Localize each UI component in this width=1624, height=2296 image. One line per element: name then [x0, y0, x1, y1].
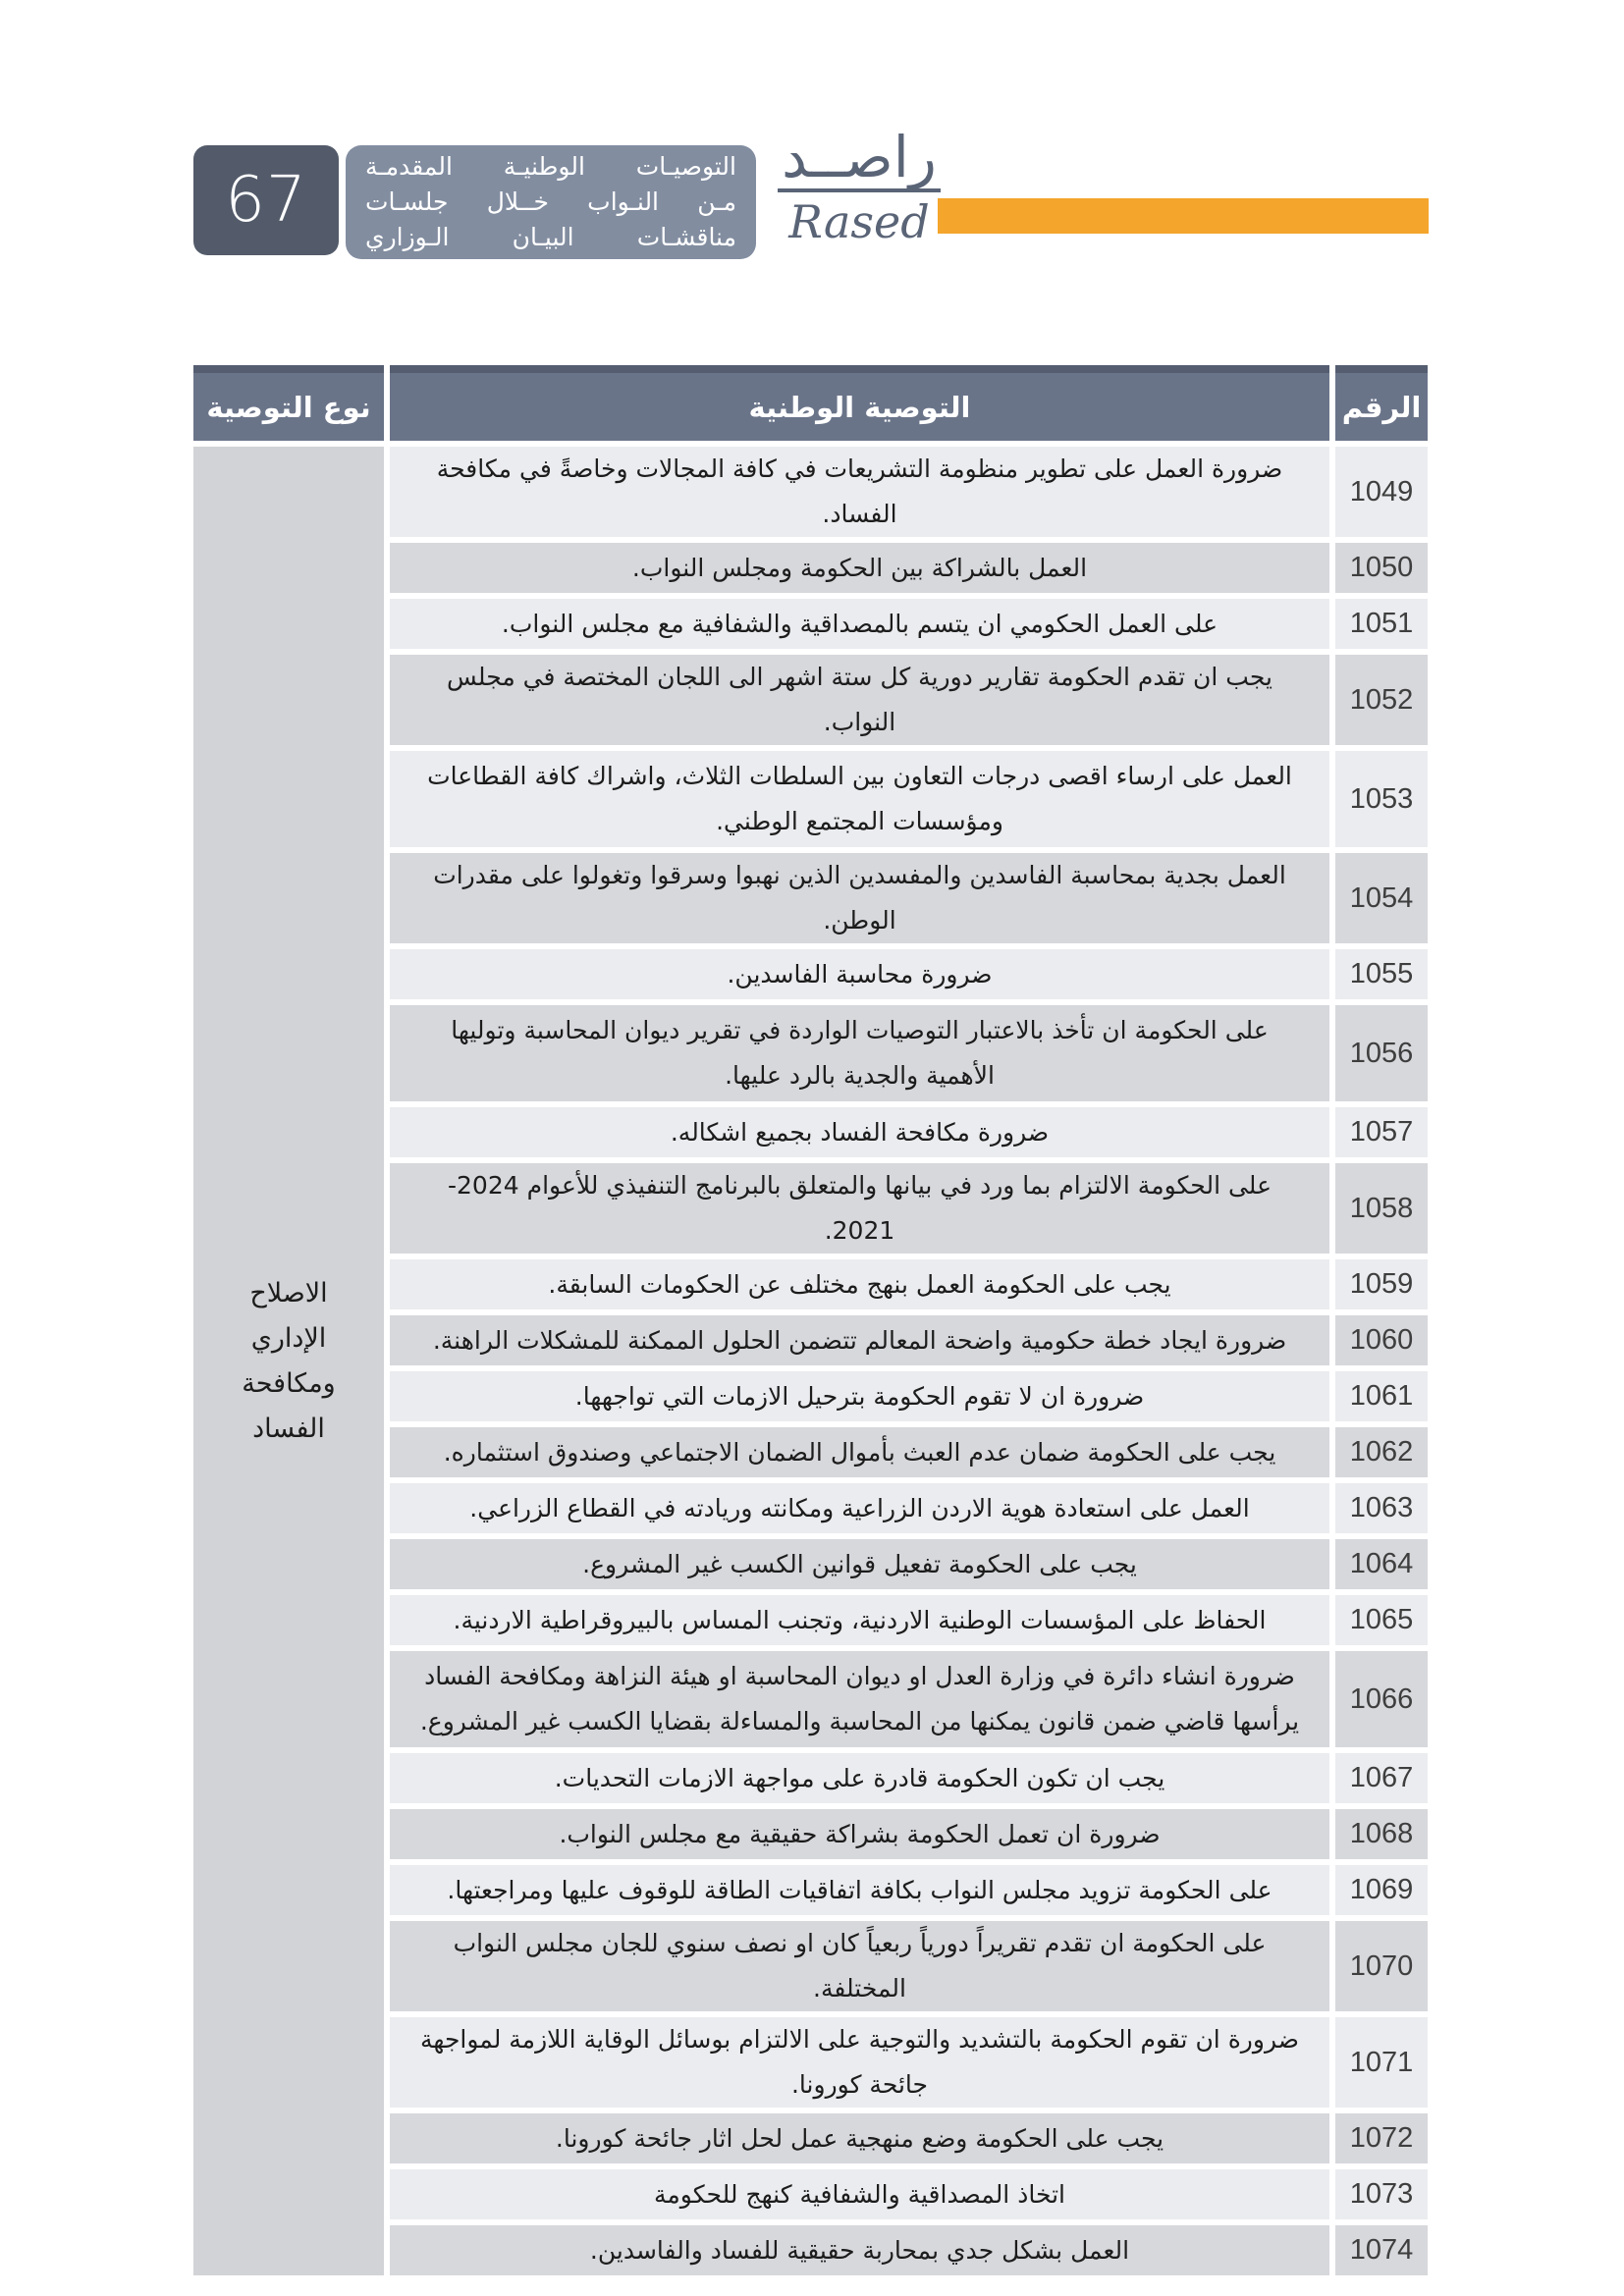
row-number-cell: 1057 — [1335, 1107, 1428, 1157]
row-number-cell: 1064 — [1335, 1539, 1428, 1589]
category-cell: الاصلاح الإداري ومكافحة الفساد — [193, 447, 384, 2275]
recommendation-cell: اتخاذ المصداقية والشفافية كنهج للحكومة — [390, 2169, 1329, 2219]
rased-logo-arabic: راصــد — [778, 126, 941, 192]
row-number-cell: 1059 — [1335, 1259, 1428, 1309]
recommendation-cell: يجب على الحكومة وضع منهجية عمل لحل اثار جائحة كورونا. — [390, 2113, 1329, 2163]
page-title-line-3: مناقشـات البيـان الـوزاري — [365, 223, 736, 251]
row-number-cell: 1052 — [1335, 655, 1428, 745]
recommendation-cell: على الحكومة ان تأخذ بالاعتبار التوصيات الواردة في تقرير ديوان المحاسبة وتوليها الأهمية والجدية بالرد عليها. — [390, 1005, 1329, 1101]
row-number-cell: 1050 — [1335, 543, 1428, 593]
recommendation-cell: العمل بجدية بمحاسبة الفاسدين والمفسدين الذين نهبوا وسرقوا وتغولوا على مقدرات الوطن. — [390, 853, 1329, 943]
recommendation-cell: العمل بشكل جدي بمحاربة حقيقية للفساد والفاسدين. — [390, 2225, 1329, 2275]
recommendation-cell: ضرورة العمل على تطوير منظومة التشريعات في كافة المجالات وخاصةً في مكافحة الفساد. — [390, 447, 1329, 537]
row-number-cell: 1070 — [1335, 1921, 1428, 2011]
recommendation-cell: ضرورة ان تقوم الحكومة بالتشديد والتوجية على الالتزام بوسائل الوقاية اللازمة لمواجهة جائحة كورونا. — [390, 2017, 1329, 2108]
row-number-cell: 1065 — [1335, 1595, 1428, 1645]
column-header-type: نوع التوصية — [193, 365, 384, 441]
row-number-cell: 1049 — [1335, 447, 1428, 537]
row-number-cell: 1058 — [1335, 1163, 1428, 1254]
recommendation-cell: العمل بالشراكة بين الحكومة ومجلس النواب. — [390, 543, 1329, 593]
recommendation-cell: يجب على الحكومة العمل بنهج مختلف عن الحكومات السابقة. — [390, 1259, 1329, 1309]
page-number: 67 — [225, 164, 307, 237]
row-number-cell: 1051 — [1335, 599, 1428, 649]
row-number-cell: 1061 — [1335, 1371, 1428, 1421]
recommendation-cell: ضرورة ايجاد خطة حكومية واضحة المعالم تتضمن الحلول الممكنة للمشكلات الراهنة. — [390, 1315, 1329, 1365]
row-number-cell: 1060 — [1335, 1315, 1428, 1365]
recommendation-cell: يجب ان تقدم الحكومة تقارير دورية كل ستة اشهر الى اللجان المختصة في مجلس النواب. — [390, 655, 1329, 745]
page-title — [346, 145, 756, 259]
column-header-number: الرقم — [1335, 365, 1428, 441]
recommendation-cell: ضرورة مكافحة الفساد بجميع اشكاله. — [390, 1107, 1329, 1157]
recommendation-cell: ضرورة محاسبة الفاسدين. — [390, 949, 1329, 999]
page-title-line-2: مـن النـواب خــلال جلسـات — [365, 187, 736, 216]
recommendation-cell: على الحكومة الالتزام بما ورد في بيانها والمتعلق بالبرنامج التنفيذي للأعوام 2024-2021. — [390, 1163, 1329, 1254]
recommendation-cell: يجب على الحكومة تفعيل قوانين الكسب غير المشروع. — [390, 1539, 1329, 1589]
recommendation-cell: ضرورة انشاء دائرة في وزارة العدل او ديوان المحاسبة او هيئة النزاهة ومكافحة الفساد يرأسها قاضي ضمن قانون يمكنها من المحاسبة والمساءلة بقضايا الكسب غير المشروع. — [390, 1651, 1329, 1747]
row-number-cell: 1053 — [1335, 751, 1428, 847]
row-number-cell: 1068 — [1335, 1809, 1428, 1859]
row-number-cell: 1062 — [1335, 1427, 1428, 1477]
recommendation-cell: على العمل الحكومي ان يتسم بالمصداقية والشفافية مع مجلس النواب. — [390, 599, 1329, 649]
recommendation-cell: ضرورة ان لا تقوم الحكومة بترحيل الازمات التي تواجهها. — [390, 1371, 1329, 1421]
recommendation-cell: يجب ان تكون الحكومة قادرة على مواجهة الازمات التحديات. — [390, 1753, 1329, 1803]
rased-logo-latin: Rased — [788, 195, 930, 248]
row-number-cell: 1067 — [1335, 1753, 1428, 1803]
recommendation-cell: يجب على الحكومة ضمان عدم العبث بأموال الضمان الاجتماعي وصندوق استثماره. — [390, 1427, 1329, 1477]
row-number-cell: 1066 — [1335, 1651, 1428, 1747]
row-number-cell: 1071 — [1335, 2017, 1428, 2108]
row-number-cell: 1063 — [1335, 1483, 1428, 1533]
recommendation-cell: العمل على ارساء اقصى درجات التعاون بين السلطات الثلاث، واشراك كافة القطاعات ومؤسسات المجتمع الوطني. — [390, 751, 1329, 847]
row-number-cell: 1069 — [1335, 1865, 1428, 1915]
page-title-line-1: التوصيـات الوطنيـة المقدمـة — [365, 152, 736, 181]
recommendation-cell: ضرورة ان تعمل الحكومة بشراكة حقيقية مع مجلس النواب. — [390, 1809, 1329, 1859]
column-header-recommendation: التوصية الوطنية — [390, 365, 1329, 441]
row-number-cell: 1074 — [1335, 2225, 1428, 2275]
row-number-cell: 1072 — [1335, 2113, 1428, 2163]
recommendation-cell: على الحكومة تزويد مجلس النواب بكافة اتفاقيات الطاقة للوقوف عليها ومراجعتها. — [390, 1865, 1329, 1915]
row-number-cell: 1073 — [1335, 2169, 1428, 2219]
recommendation-cell: الحفاظ على المؤسسات الوطنية الاردنية، وتجنب المساس بالبيروقراطية الاردنية. — [390, 1595, 1329, 1645]
row-number-cell: 1054 — [1335, 853, 1428, 943]
recommendation-cell: على الحكومة ان تقدم تقريراً دورياً ربعياً كان او نصف سنوي للجان مجلس النواب المختلفة. — [390, 1921, 1329, 2011]
accent-bar — [938, 198, 1429, 234]
recommendation-cell: العمل على استعادة هوية الاردن الزراعية ومكانته وريادته في القطاع الزراعي. — [390, 1483, 1329, 1533]
row-number-cell: 1056 — [1335, 1005, 1428, 1101]
page-number-box — [193, 145, 339, 255]
row-number-cell: 1055 — [1335, 949, 1428, 999]
rased-logo — [761, 126, 957, 247]
recommendations-table — [193, 365, 1428, 2275]
